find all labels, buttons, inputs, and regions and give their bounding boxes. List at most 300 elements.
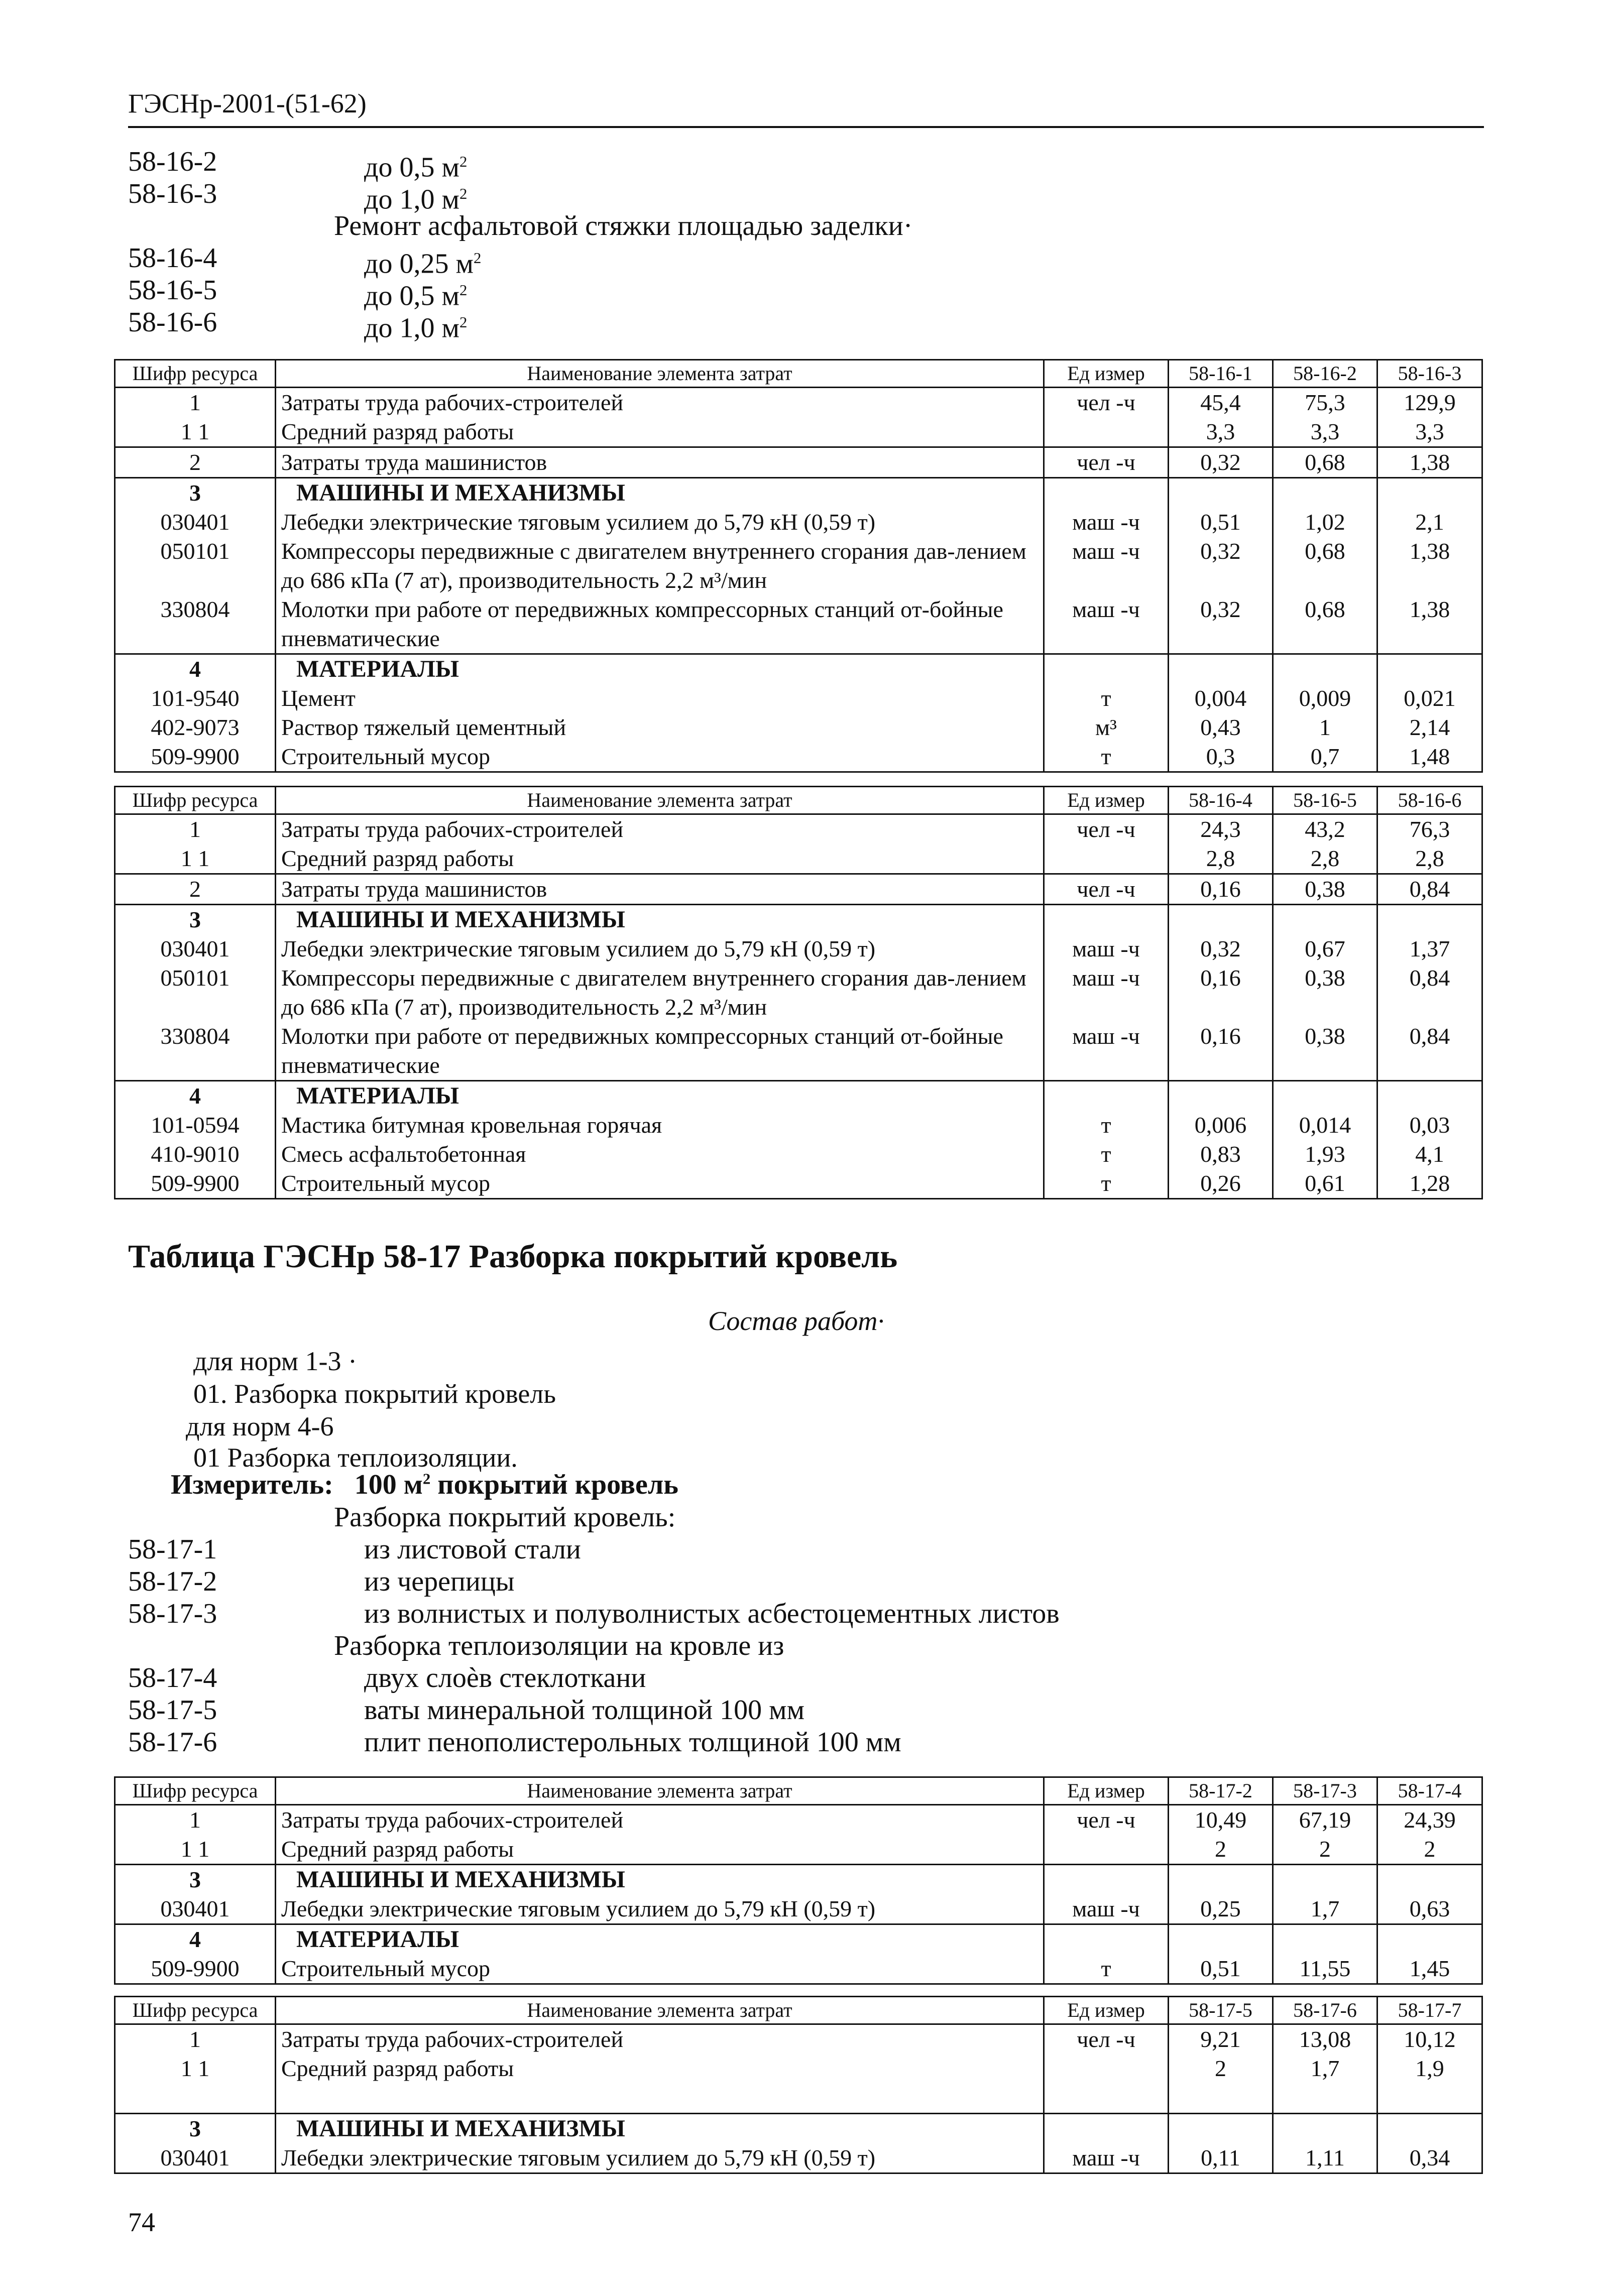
resource-code: 509-9900 — [115, 742, 276, 772]
norm-value: 10,12 — [1377, 2024, 1482, 2055]
norm-description — [364, 1598, 1060, 1630]
norm-value: 1,7 — [1273, 1894, 1377, 1924]
norm-value: 1,11 — [1273, 2143, 1377, 2173]
header-code: Шифр ресурса — [115, 1997, 276, 2024]
resource-code: 030401 — [115, 934, 276, 963]
cost-element-name: Затраты труда рабочих-строителей — [276, 388, 1044, 418]
norm-value: 0,84 — [1377, 963, 1482, 1022]
resource-code: 3 — [115, 1865, 276, 1895]
table-row — [115, 742, 1482, 772]
norm-value: 2,8 — [1169, 844, 1273, 874]
resource-code: 030401 — [115, 2143, 276, 2173]
norm-value: 2,14 — [1377, 713, 1482, 742]
cost-element-name: Средний разряд работы — [276, 1835, 1044, 1865]
norm-value: 3,3 — [1377, 417, 1482, 447]
table-header-row — [115, 1997, 1482, 2024]
unit: т — [1044, 1140, 1169, 1169]
norm-value — [1169, 654, 1273, 684]
norm-value: 0,03 — [1377, 1111, 1482, 1140]
resource-code: 1 1 — [115, 1835, 276, 1865]
norm-description-text: до 0,5 м — [364, 280, 459, 312]
unit: чел -ч — [1044, 814, 1169, 844]
header-code: Шифр ресурса — [115, 1777, 276, 1805]
norm-value: 3,3 — [1169, 417, 1273, 447]
resource-code: 050101 — [115, 537, 276, 595]
norm-value: 0,61 — [1273, 1169, 1377, 1199]
unit — [1044, 417, 1169, 447]
norm-value: 1,02 — [1273, 508, 1377, 537]
superscript: 2 — [459, 314, 468, 331]
header-norm-column: 58-17-3 — [1273, 1777, 1377, 1805]
norm-value: 1,93 — [1273, 1140, 1377, 1169]
norm-value: 0,32 — [1169, 595, 1273, 654]
cost-element-name: Затраты труда машинистов — [276, 874, 1044, 905]
resource-code: 2 — [115, 874, 276, 905]
norm-code: 58-16-3 — [128, 178, 217, 209]
norm-value — [1377, 1081, 1482, 1111]
resource-code: 1 — [115, 388, 276, 418]
norm-description-text: Разборка теплоизоляции на кровле из — [334, 1630, 784, 1661]
cost-element-name: Компрессоры передвижные с двигателем внутреннего сгорания дав-лением до 686 кПа (7 ат), производительность 2,2 м³/мин — [276, 963, 1044, 1022]
table-header-row — [115, 360, 1482, 388]
cost-element-name: Мастика битумная кровельная горячая — [276, 1111, 1044, 1140]
cost-element-name: Цемент — [276, 684, 1044, 713]
norm-description — [334, 1630, 784, 1662]
resource-code: 1 1 — [115, 417, 276, 447]
norm-value: 0,3 — [1169, 742, 1273, 772]
table-row — [115, 1169, 1482, 1199]
unit: чел -ч — [1044, 1805, 1169, 1835]
superscript: 2 — [459, 185, 468, 202]
cost-element-name: Строительный мусор — [276, 1169, 1044, 1199]
table-row — [115, 844, 1482, 874]
header-code: Шифр ресурса — [115, 360, 276, 388]
norm-value: 2 — [1169, 2054, 1273, 2113]
norm-value — [1169, 905, 1273, 935]
norm-value: 1 — [1273, 713, 1377, 742]
norm-value: 0,021 — [1377, 684, 1482, 713]
norm-code: 58-16-2 — [128, 146, 217, 177]
norm-value — [1273, 905, 1377, 935]
header-name: Наименование элемента затрат — [276, 1777, 1044, 1805]
norm-value: 0,26 — [1169, 1169, 1273, 1199]
unit: т — [1044, 1954, 1169, 1984]
norm-description-text: до 0,25 м — [364, 248, 474, 280]
superscript: 2 — [473, 250, 482, 267]
meter-rest: покрытий кровель — [430, 1469, 678, 1500]
norm-value — [1377, 478, 1482, 508]
norm-description — [364, 1662, 646, 1694]
work-item: для норм 4-6 — [186, 1411, 334, 1441]
section-row — [115, 478, 1482, 508]
unit — [1044, 1081, 1169, 1111]
table-row — [115, 1954, 1482, 1984]
composition-title: Состав работ· — [708, 1306, 884, 1336]
cost-element-name: Затраты труда рабочих-строителей — [276, 814, 1044, 844]
norm-description — [364, 1533, 581, 1565]
table-row — [115, 2024, 1482, 2055]
header-name: Наименование элемента затрат — [276, 360, 1044, 388]
table-row — [115, 934, 1482, 963]
norm-value: 1,7 — [1273, 2054, 1377, 2113]
cost-element-name: Средний разряд работы — [276, 2054, 1044, 2113]
header-norm-column: 58-16-4 — [1169, 787, 1273, 814]
unit — [1044, 844, 1169, 874]
norm-value — [1273, 1924, 1377, 1955]
header-norm-column: 58-16-3 — [1377, 360, 1482, 388]
norm-value: 0,25 — [1169, 1894, 1273, 1924]
norm-value — [1169, 478, 1273, 508]
norm-value: 24,39 — [1377, 1805, 1482, 1835]
norm-value: 0,43 — [1169, 713, 1273, 742]
norm-value — [1377, 654, 1482, 684]
norm-value: 0,68 — [1273, 537, 1377, 595]
unit — [1044, 2054, 1169, 2113]
superscript: 2 — [459, 282, 468, 299]
norm-value: 0,16 — [1169, 963, 1273, 1022]
norm-description-text: из черепицы — [364, 1566, 515, 1597]
table-row — [115, 595, 1482, 654]
norm-value — [1377, 2113, 1482, 2143]
norm-description-text: плит пенополистерольных толщиной 100 мм — [364, 1727, 901, 1758]
norm-code: 58-16-4 — [128, 243, 217, 274]
resource-code: 3 — [115, 2113, 276, 2143]
table-row — [115, 1022, 1482, 1081]
table-row — [115, 684, 1482, 713]
cost-element-name: МАТЕРИАЛЫ — [276, 654, 1044, 684]
norm-value: 2,1 — [1377, 508, 1482, 537]
norm-value: 0,11 — [1169, 2143, 1273, 2173]
cost-element-name: Средний разряд работы — [276, 844, 1044, 874]
norm-value: 2,8 — [1273, 844, 1377, 874]
resource-code: 101-0594 — [115, 1111, 276, 1140]
table-row — [115, 417, 1482, 447]
resource-code: 1 — [115, 2024, 276, 2055]
table-row — [115, 1835, 1482, 1865]
norm-value — [1273, 478, 1377, 508]
meter-line — [171, 1469, 678, 1501]
norm-value: 0,38 — [1273, 1022, 1377, 1081]
work-item: 01. Разборка покрытий кровель — [193, 1379, 556, 1409]
norm-code: 58-17-3 — [128, 1598, 217, 1629]
meter-value: 100 м — [354, 1469, 423, 1500]
norm-description — [364, 1694, 804, 1726]
resource-code: 050101 — [115, 963, 276, 1022]
norm-value: 0,83 — [1169, 1140, 1273, 1169]
resource-code: 1 — [115, 1805, 276, 1835]
cost-element-name: Затраты труда рабочих-строителей — [276, 2024, 1044, 2055]
norm-value: 1,38 — [1377, 595, 1482, 654]
section-row — [115, 654, 1482, 684]
unit: т — [1044, 742, 1169, 772]
norm-value: 0,014 — [1273, 1111, 1377, 1140]
norm-value: 2 — [1169, 1835, 1273, 1865]
cost-element-name: Затраты труда рабочих-строителей — [276, 1805, 1044, 1835]
section-row — [115, 1081, 1482, 1111]
unit — [1044, 478, 1169, 508]
header-unit: Ед измер — [1044, 1777, 1169, 1805]
resource-code: 330804 — [115, 1022, 276, 1081]
resource-code: 030401 — [115, 1894, 276, 1924]
cost-element-name: Молотки при работе от передвижных компрессорных станций от-бойные пневматические — [276, 595, 1044, 654]
cost-element-name: МАШИНЫ И МЕХАНИЗМЫ — [276, 478, 1044, 508]
norm-value — [1169, 1865, 1273, 1895]
table-row — [115, 814, 1482, 844]
norm-value — [1377, 1865, 1482, 1895]
cost-element-name: МАТЕРИАЛЫ — [276, 1924, 1044, 1955]
unit — [1044, 2113, 1169, 2143]
unit — [1044, 1924, 1169, 1955]
resource-code: 509-9900 — [115, 1954, 276, 1984]
norm-code: 58-16-5 — [128, 275, 217, 306]
superscript: 2 — [459, 153, 468, 170]
norm-value: 129,9 — [1377, 388, 1482, 418]
unit: т — [1044, 1169, 1169, 1199]
norm-value: 4,1 — [1377, 1140, 1482, 1169]
norm-value — [1273, 654, 1377, 684]
norm-description-text: двух слоѐв стеклоткани — [364, 1662, 646, 1694]
header-norm-column: 58-17-4 — [1377, 1777, 1482, 1805]
unit: чел -ч — [1044, 874, 1169, 905]
header-name: Наименование элемента затрат — [276, 1997, 1044, 2024]
resource-table — [114, 786, 1483, 1199]
header-norm-column: 58-16-2 — [1273, 360, 1377, 388]
table-row — [115, 963, 1482, 1022]
norm-value: 3,3 — [1273, 417, 1377, 447]
cost-element-name: МАТЕРИАЛЫ — [276, 1081, 1044, 1111]
page-number: 74 — [128, 2207, 155, 2237]
table-row — [115, 1805, 1482, 1835]
unit: маш -ч — [1044, 537, 1169, 595]
cost-element-name: Лебедки электрические тяговым усилием до 5,79 кН (0,59 т) — [276, 508, 1044, 537]
work-item: 01 Разборка теплоизоляции. — [193, 1442, 518, 1473]
cost-element-name: МАШИНЫ И МЕХАНИЗМЫ — [276, 2113, 1044, 2143]
norm-value: 2,8 — [1377, 844, 1482, 874]
norm-value: 0,68 — [1273, 595, 1377, 654]
resource-code: 2 — [115, 447, 276, 478]
header-norm-column: 58-17-5 — [1169, 1997, 1273, 2024]
norm-value: 75,3 — [1273, 388, 1377, 418]
cost-element-name: Затраты труда машинистов — [276, 447, 1044, 478]
header-unit: Ед измер — [1044, 787, 1169, 814]
resource-code: 509-9900 — [115, 1169, 276, 1199]
unit: т — [1044, 1111, 1169, 1140]
unit: маш -ч — [1044, 2143, 1169, 2173]
header-code: Шифр ресурса — [115, 787, 276, 814]
unit: маш -ч — [1044, 963, 1169, 1022]
resource-table — [114, 1776, 1483, 1985]
resource-code: 402-9073 — [115, 713, 276, 742]
resource-code: 1 — [115, 814, 276, 844]
unit: чел -ч — [1044, 2024, 1169, 2055]
norm-code: 58-17-2 — [128, 1566, 217, 1597]
table-header-row — [115, 787, 1482, 814]
section-row — [115, 1865, 1482, 1895]
header-norm-column: 58-16-1 — [1169, 360, 1273, 388]
table-row — [115, 1894, 1482, 1924]
norm-value: 0,7 — [1273, 742, 1377, 772]
norm-value: 24,3 — [1169, 814, 1273, 844]
table-row — [115, 1140, 1482, 1169]
norm-value: 43,2 — [1273, 814, 1377, 844]
resource-table — [114, 1996, 1483, 2174]
resource-code: 4 — [115, 1924, 276, 1955]
resource-code: 4 — [115, 1081, 276, 1111]
norm-value: 0,32 — [1169, 934, 1273, 963]
header-unit: Ед измер — [1044, 360, 1169, 388]
norm-value: 0,84 — [1377, 874, 1482, 905]
norm-value: 0,16 — [1169, 1022, 1273, 1081]
header-norm-column: 58-16-5 — [1273, 787, 1377, 814]
norm-value: 9,21 — [1169, 2024, 1273, 2055]
norm-value: 2 — [1273, 1835, 1377, 1865]
resource-code: 030401 — [115, 508, 276, 537]
resource-code: 3 — [115, 905, 276, 935]
norm-value: 1,28 — [1377, 1169, 1482, 1199]
norm-description-text: из листовой стали — [364, 1534, 581, 1565]
resource-code: 1 1 — [115, 2054, 276, 2113]
norm-value: 0,51 — [1169, 508, 1273, 537]
norm-value: 0,32 — [1169, 447, 1273, 478]
table-row — [115, 447, 1482, 478]
page-header: ГЭСНр-2001-(51-62) — [128, 88, 1484, 128]
section-row — [115, 905, 1482, 935]
unit — [1044, 1835, 1169, 1865]
header-name: Наименование элемента затрат — [276, 787, 1044, 814]
norm-value: 1,9 — [1377, 2054, 1482, 2113]
norm-value: 76,3 — [1377, 814, 1482, 844]
norm-value: 0,67 — [1273, 934, 1377, 963]
resource-table — [114, 359, 1483, 773]
norm-value — [1273, 1865, 1377, 1895]
norm-value: 0,004 — [1169, 684, 1273, 713]
norm-value: 0,009 — [1273, 684, 1377, 713]
meter-label: Измеритель: — [171, 1469, 333, 1500]
unit: маш -ч — [1044, 1894, 1169, 1924]
table-row — [115, 388, 1482, 418]
norm-value: 10,49 — [1169, 1805, 1273, 1835]
norm-description-text: до 1,0 м — [364, 312, 459, 344]
cost-element-name: Строительный мусор — [276, 742, 1044, 772]
norm-value: 0,63 — [1377, 1894, 1482, 1924]
norm-description-text: до 0,5 м — [364, 152, 459, 183]
norm-value: 1,38 — [1377, 537, 1482, 595]
norm-value: 0,32 — [1169, 537, 1273, 595]
norm-value — [1169, 1924, 1273, 1955]
norm-code: 58-17-6 — [128, 1727, 217, 1758]
meter-sup: 2 — [422, 1470, 431, 1488]
norm-description — [334, 1501, 675, 1533]
table-row — [115, 713, 1482, 742]
norm-value: 11,55 — [1273, 1954, 1377, 1984]
unit: маш -ч — [1044, 508, 1169, 537]
norm-description-text: из волнистых и полуволнистых асбестоцементных листов — [364, 1598, 1060, 1629]
resource-code: 4 — [115, 654, 276, 684]
norm-value: 1,45 — [1377, 1954, 1482, 1984]
norm-value: 1,37 — [1377, 934, 1482, 963]
section-row — [115, 1924, 1482, 1955]
table-header-row — [115, 1777, 1482, 1805]
norm-value: 0,38 — [1273, 963, 1377, 1022]
norm-value: 0,68 — [1273, 447, 1377, 478]
norm-code: 58-17-5 — [128, 1695, 217, 1726]
norm-description — [364, 1565, 515, 1598]
header-norm-column: 58-17-6 — [1273, 1997, 1377, 2024]
unit: маш -ч — [1044, 1022, 1169, 1081]
table-row — [115, 1111, 1482, 1140]
norm-value: 1,48 — [1377, 742, 1482, 772]
table-row — [115, 874, 1482, 905]
norm-value — [1169, 2113, 1273, 2143]
section-row — [115, 2113, 1482, 2143]
cost-element-name: Средний разряд работы — [276, 417, 1044, 447]
unit: чел -ч — [1044, 388, 1169, 418]
norm-description — [364, 1726, 901, 1758]
cost-element-name: Лебедки электрические тяговым усилием до 5,79 кН (0,59 т) — [276, 2143, 1044, 2173]
resource-code: 3 — [115, 478, 276, 508]
norm-description — [334, 210, 912, 242]
unit — [1044, 1865, 1169, 1895]
cost-element-name: Молотки при работе от передвижных компрессорных станций от-бойные пневматические — [276, 1022, 1044, 1081]
header-norm-column: 58-16-6 — [1377, 787, 1482, 814]
norm-description-text: Ремонт асфальтовой стяжки площадью заделки· — [334, 210, 913, 241]
norm-value: 45,4 — [1169, 388, 1273, 418]
norm-value: 0,51 — [1169, 1954, 1273, 1984]
norm-value: 2 — [1377, 1835, 1482, 1865]
norm-value: 67,19 — [1273, 1805, 1377, 1835]
header-unit: Ед измер — [1044, 1997, 1169, 2024]
cost-element-name: Лебедки электрические тяговым усилием до 5,79 кН (0,59 т) — [276, 934, 1044, 963]
norm-description-text: ваты минеральной толщиной 100 мм — [364, 1695, 805, 1726]
resource-code: 1 1 — [115, 844, 276, 874]
work-item: для норм 1-3 · — [193, 1346, 357, 1376]
resource-code: 410-9010 — [115, 1140, 276, 1169]
unit: м³ — [1044, 713, 1169, 742]
cost-element-name: Лебедки электрические тяговым усилием до 5,79 кН (0,59 т) — [276, 1894, 1044, 1924]
norm-value — [1377, 905, 1482, 935]
norm-value — [1273, 2113, 1377, 2143]
norm-value — [1273, 1081, 1377, 1111]
norm-value: 0,006 — [1169, 1111, 1273, 1140]
cost-element-name: Смесь асфальтобетонная — [276, 1140, 1044, 1169]
table-row — [115, 508, 1482, 537]
cost-element-name: МАШИНЫ И МЕХАНИЗМЫ — [276, 1865, 1044, 1895]
unit — [1044, 905, 1169, 935]
unit: т — [1044, 684, 1169, 713]
norm-value: 0,16 — [1169, 874, 1273, 905]
cost-element-name: Компрессоры передвижные с двигателем внутреннего сгорания дав-лением до 686 кПа (7 ат), производительность 2,2 м³/мин — [276, 537, 1044, 595]
resource-code: 101-9540 — [115, 684, 276, 713]
table-row — [115, 537, 1482, 595]
norm-description-text: до 1,0 м — [364, 184, 459, 215]
cost-element-name: Строительный мусор — [276, 1954, 1044, 1984]
norm-value: 13,08 — [1273, 2024, 1377, 2055]
cost-element-name: МАШИНЫ И МЕХАНИЗМЫ — [276, 905, 1044, 935]
norm-code: 58-16-6 — [128, 307, 217, 338]
unit: чел -ч — [1044, 447, 1169, 478]
norm-value: 0,84 — [1377, 1022, 1482, 1081]
unit: маш -ч — [1044, 595, 1169, 654]
norm-value: 0,38 — [1273, 874, 1377, 905]
norm-value: 0,34 — [1377, 2143, 1482, 2173]
table-row — [115, 2143, 1482, 2173]
norm-description — [364, 306, 467, 344]
norm-value: 1,38 — [1377, 447, 1482, 478]
table-row — [115, 2054, 1482, 2113]
norm-value — [1377, 1924, 1482, 1955]
unit: маш -ч — [1044, 934, 1169, 963]
norm-code: 58-17-4 — [128, 1662, 217, 1694]
